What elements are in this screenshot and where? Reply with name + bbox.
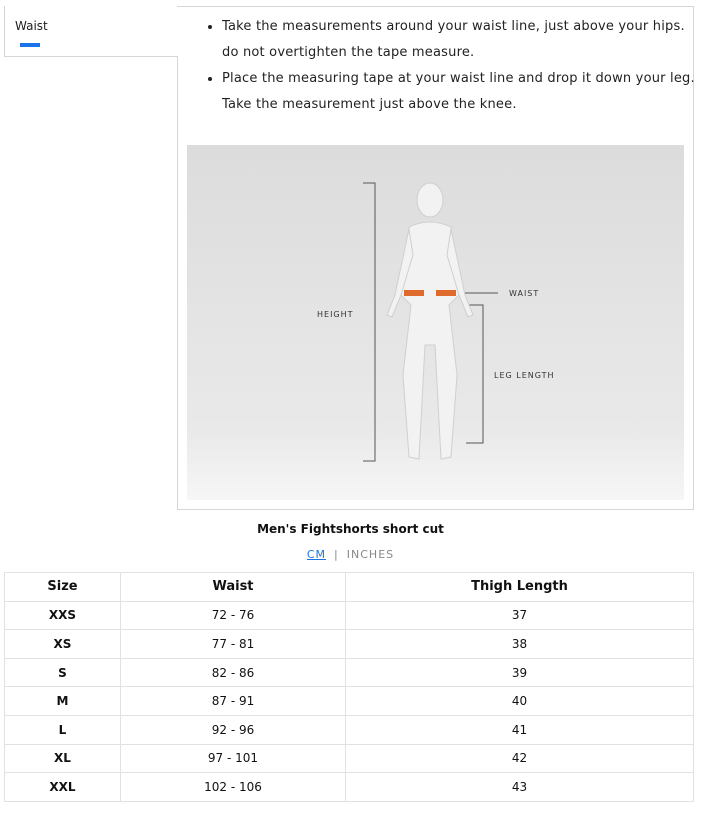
table-row bbox=[5, 687, 694, 716]
instruction-item: • Take the measurements around your waist line, just above your hips. do not overtighten the tape measure. bbox=[222, 14, 701, 66]
table-row bbox=[5, 658, 694, 687]
height-label: HEIGHT bbox=[317, 310, 354, 319]
cell-size: L bbox=[5, 715, 121, 744]
unit-toggle bbox=[0, 548, 701, 561]
tab-label: Waist bbox=[15, 19, 48, 33]
instructions-list bbox=[210, 14, 701, 118]
measurement-figure bbox=[187, 145, 684, 500]
cell-waist: 82 - 86 bbox=[121, 658, 346, 687]
table-header-row bbox=[5, 573, 694, 602]
table-row bbox=[5, 630, 694, 659]
cell-thigh: 43 bbox=[346, 773, 694, 802]
cell-waist: 77 - 81 bbox=[121, 630, 346, 659]
table-row bbox=[5, 715, 694, 744]
unit-separator: | bbox=[334, 548, 339, 561]
cell-thigh: 41 bbox=[346, 715, 694, 744]
leg-length-label: LEG LENGTH bbox=[494, 371, 555, 380]
cell-waist: 87 - 91 bbox=[121, 687, 346, 716]
instruction-item: • Place the measuring tape at your waist line and drop it down your leg. Take the measurement just above the knee. bbox=[222, 66, 701, 118]
size-chart-title: Men's Fightshorts short cut bbox=[257, 522, 444, 536]
cell-thigh: 40 bbox=[346, 687, 694, 716]
header-waist: Waist bbox=[121, 573, 346, 602]
cell-waist: 92 - 96 bbox=[121, 715, 346, 744]
cell-size: XL bbox=[5, 744, 121, 773]
header-thigh-length: Thigh Length bbox=[346, 573, 694, 602]
cell-thigh: 42 bbox=[346, 744, 694, 773]
unit-inches-button[interactable]: INCHES bbox=[346, 548, 395, 561]
body-figure-icon bbox=[187, 145, 684, 500]
cell-waist: 97 - 101 bbox=[121, 744, 346, 773]
active-tab-indicator bbox=[20, 43, 40, 47]
size-table bbox=[4, 572, 694, 802]
cell-size: XXS bbox=[5, 601, 121, 630]
cell-thigh: 39 bbox=[346, 658, 694, 687]
cell-size: S bbox=[5, 658, 121, 687]
cell-thigh: 37 bbox=[346, 601, 694, 630]
cell-thigh: 38 bbox=[346, 630, 694, 659]
header-size: Size bbox=[5, 573, 121, 602]
cell-size: M bbox=[5, 687, 121, 716]
cell-size: XXL bbox=[5, 773, 121, 802]
cell-waist: 102 - 106 bbox=[121, 773, 346, 802]
table-row bbox=[5, 773, 694, 802]
cell-waist: 72 - 76 bbox=[121, 601, 346, 630]
unit-cm-button[interactable]: CM bbox=[306, 548, 327, 561]
table-row bbox=[5, 744, 694, 773]
waist-label: WAIST bbox=[509, 289, 540, 298]
cell-size: XS bbox=[5, 630, 121, 659]
tab-waist[interactable] bbox=[4, 6, 177, 57]
table-row bbox=[5, 601, 694, 630]
